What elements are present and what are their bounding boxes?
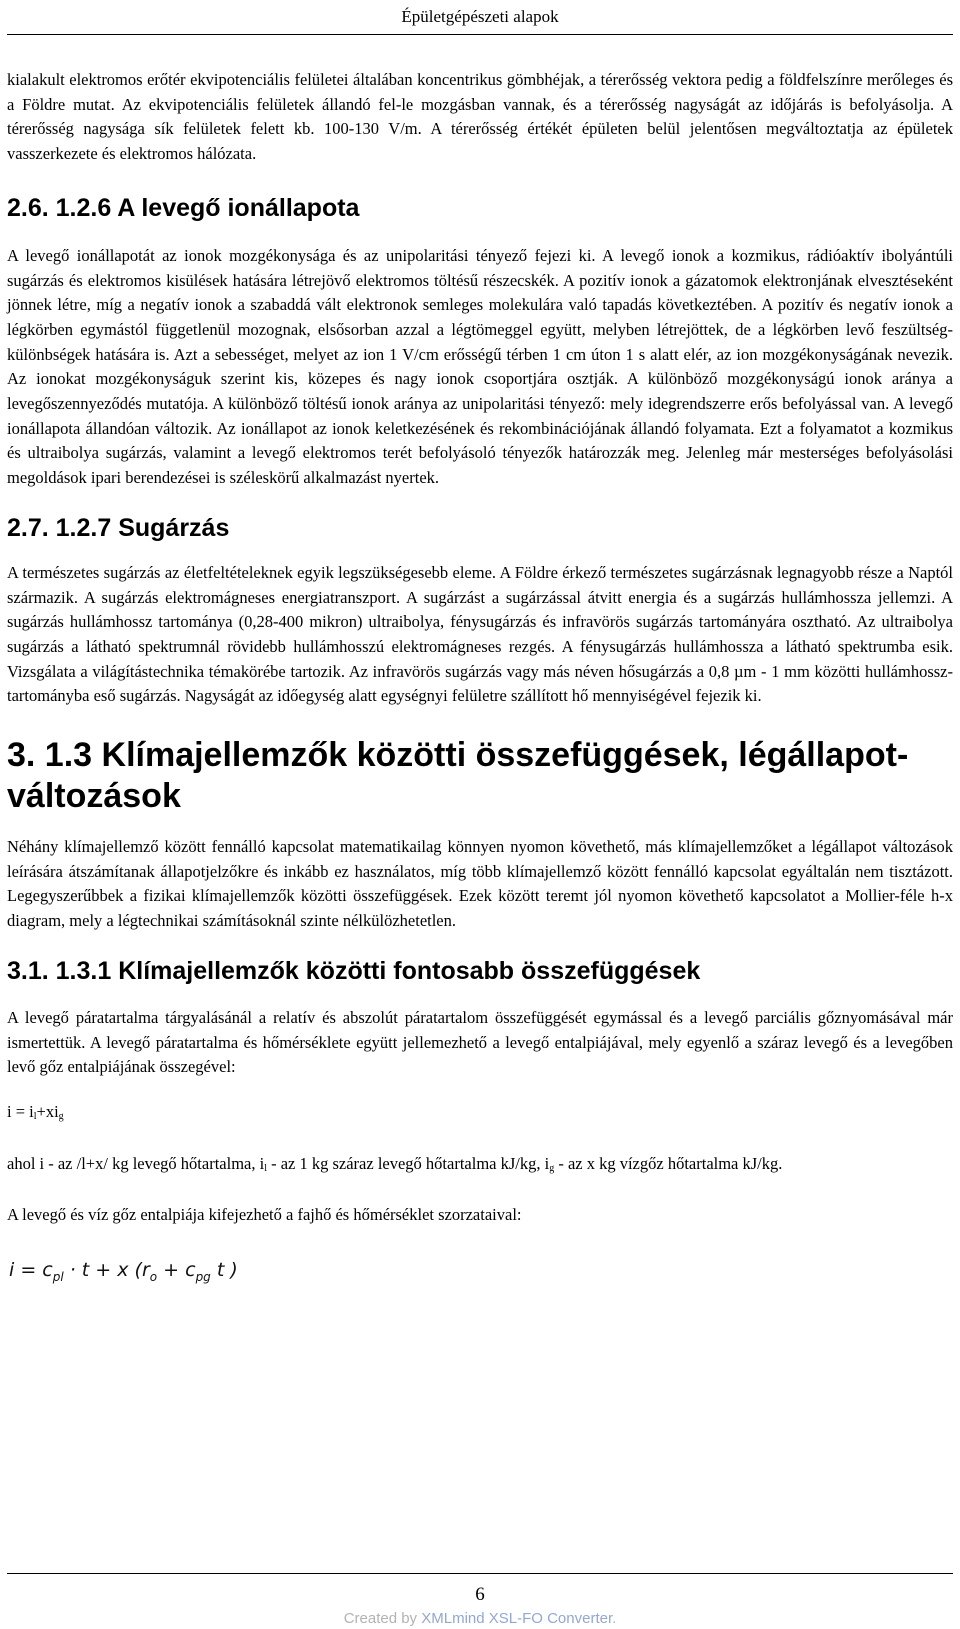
handwritten-formula-image	[7, 1250, 953, 1290]
formula-sub-pg: pg	[195, 1270, 211, 1285]
equation-mid: +xi	[36, 1101, 59, 1121]
paragraph-ion: A levegő ionállapotát az ionok mozgékonysága és az unipolaritási tényező fejezi ki. A levegő ionok a kozmikus, rádióaktív ibolyántúli sugárzás és elektromos kisülések hatására létrejövő elektromos töltésű részecskék. A pozitív ionok a gázatomok elektronjának elvesztéseként jönnek létre, míg a negatív ionok a szabaddá vált elektronok semleges molekulára való tapadás következtében. A pozitív és negatív ionok a légkörben egymástól függetlenül mozognak, elsősorban azzal a légtömeggel együtt, melyben létrejöttek, de a légkörben levő feszültség-különbségek hatására is. Azt a sebességet, melyet az ion 1 V/cm erősségű térben 1 cm úton 1 s alatt elér, az ion mozgékonyságának nevezik. Az ionokat mozgékonyságuk szerint kis, közepes és nagy ionok csoportjára osztják. A különböző mozgékonyságú ionok aránya a levegőszennyeződés mutatója. A különböző töltésű ionok aránya az unipolaritási tényező: mely idegrendszerre erős befolyással van. A levegő ionállapota állandóan változik. Az ionállapot az ionok keletkezésének és rekombinációjának állandó folyamata. Ezt a folyamatot a kozmikus és ultraibolya sugárzás, valamint a levegő elektromos terét befolyásoló tényezők határozzák meg. Jelenleg már mesterséges befolyásolási megoldások ipari berendezései is széleskörű alkalmazást nyertek.	[7, 245, 953, 488]
where-sub-l: l	[264, 1162, 267, 1174]
formula-mid: · t + x (r	[63, 1259, 150, 1282]
running-header: Épületgépészeti alapok	[401, 7, 559, 26]
footer-rule	[7, 1573, 953, 1574]
page-content	[7, 68, 953, 1290]
formula-sub-pl: pl	[52, 1270, 64, 1285]
where-text-2: - az 1 kg száraz levegő hőtartalma kJ/kg, i	[266, 1153, 550, 1173]
paragraph-radiation: A természetes sugárzás az életfeltételeknek egyik legszükségesebb eleme. A Földre érkező természetes sugárzásnak legnagyobb része a Naptól származik. A sugárzás elektromágneses energiatranszport. A sugárzást a sugárzással átvitt energia és a sugárzás hullámhossza jellemzi. A sugárzás hullámhossz tartománya (0,28-400 mikron) ultraibolya, fénysugárzás és infravörös sugárzás tartományára osztható. Az ultraibolya sugárzás a látható spektrumnál rövidebb hullámhosszú elektromágneses rezgés. A fénysugárzás hullámhossza a látható spektrumba esik. Vizsgálata a világítástechnika témakörébe tartozik. Az infravörös sugárzás vagy más néven hősugárzás a 0,8 µm - 1 mm közötti hullámhossz-tartományba eső sugárzás. Nagyságát az időegység alatt egységnyi felületre szállított hő mennyiségével fejezik ki.	[7, 562, 953, 706]
formula-plus: + c	[157, 1259, 196, 1282]
formula-end: t )	[210, 1259, 238, 1282]
svg-text:i = cpl · t + x (ro + cpg	[9, 1259, 238, 1284]
paragraph-main: A levegő páratartalma tárgyalásánál a relatív és abszolút páratartalom összefüggését egymással és a levegő parciális gőznyomásával már ismertettük. A levegő páratartalma és hőmérséklete együtt jellemezhető a levegő entalpiájával, mely egyenlő a száraz levegő és a levegőben levő gőz entalpiájának összegével:	[7, 1007, 953, 1077]
section-heading-ion: 2.6. 1.2.6 A levegő ionállapota	[7, 193, 360, 222]
credit-brand-link[interactable]: XMLmind XSL-FO Converter	[421, 1610, 613, 1627]
converter-credit	[0, 1610, 960, 1628]
where-sub-g: g	[549, 1162, 555, 1174]
equation-lhs: i = i	[7, 1101, 34, 1121]
paragraph-enthalpy: A levegő és víz gőz entalpiája kifejezhető a fajhő és hőmérséklet szorzataival:	[7, 1205, 522, 1225]
section-heading-radiation: 2.7. 1.2.7 Sugárzás	[7, 513, 230, 542]
formula-svg	[7, 1250, 307, 1290]
credit-suffix: .	[612, 1610, 617, 1627]
chapter-heading-climate: 3. 1.3 Klímajellemzők közötti összefüggések, légállapot-változások	[7, 736, 909, 816]
credit-prefix: Created by	[343, 1610, 422, 1627]
formula-sub-o: o	[149, 1270, 158, 1285]
where-text-1: ahol i - az /l+x/ kg levegő hőtartalma, i	[7, 1153, 265, 1173]
header-rule	[7, 34, 953, 35]
equation-enthalpy-sum	[7, 1100, 953, 1130]
paragraph-intro: kialakult elektromos erőtér ekvipotenciális felületei általában koncentrikus gömbhéjak, a térerősség vektora pedig a földfelszínre merőleges és a Földre mutat. Az ekvipotenciális felületek állandó fel-le mozgásban vannak, és a térerősség nagyságát az időjárás is befolyásolja. A térerősség nagysága sík felületek felett kb. 100-130 V/m. A térerősség értékét épületen belül jelentősen megváltoztatja az épületek vasszerkezete és elektromos hálózata.	[7, 70, 953, 164]
equation-sub-l: l	[33, 1110, 37, 1122]
page-number: 6	[475, 1584, 485, 1605]
where-text-3: - az x kg vízgőz hőtartalma kJ/kg.	[554, 1153, 783, 1173]
formula-lhs: i = c	[9, 1259, 53, 1282]
paragraph-where	[7, 1152, 953, 1182]
equation-sub-g: g	[58, 1110, 64, 1122]
subchapter-heading-main: 3.1. 1.3.1 Klímajellemzők közötti fontosabb összefüggések	[7, 956, 701, 985]
paragraph-climate: Néhány klímajellemző között fennálló kapcsolat matematikailag könnyen nyomon követhető, más klímajellemzőket a légállapot változások leírására átszámítanak állapotjelzőkre és inkább ez használatos, míg több klímajellemző között fennálló kapcsolat egyáltalán nem tisztázott. Legegyszerűbbek a fizikai klímajellemzők közötti összefüggések. Ezek között teremt jól nyomon követhető kapcsolatot a Mollier-féle h-x diagram, mely a légtechnikai számításoknál szinte nélkülözhetetlen.	[7, 837, 953, 931]
